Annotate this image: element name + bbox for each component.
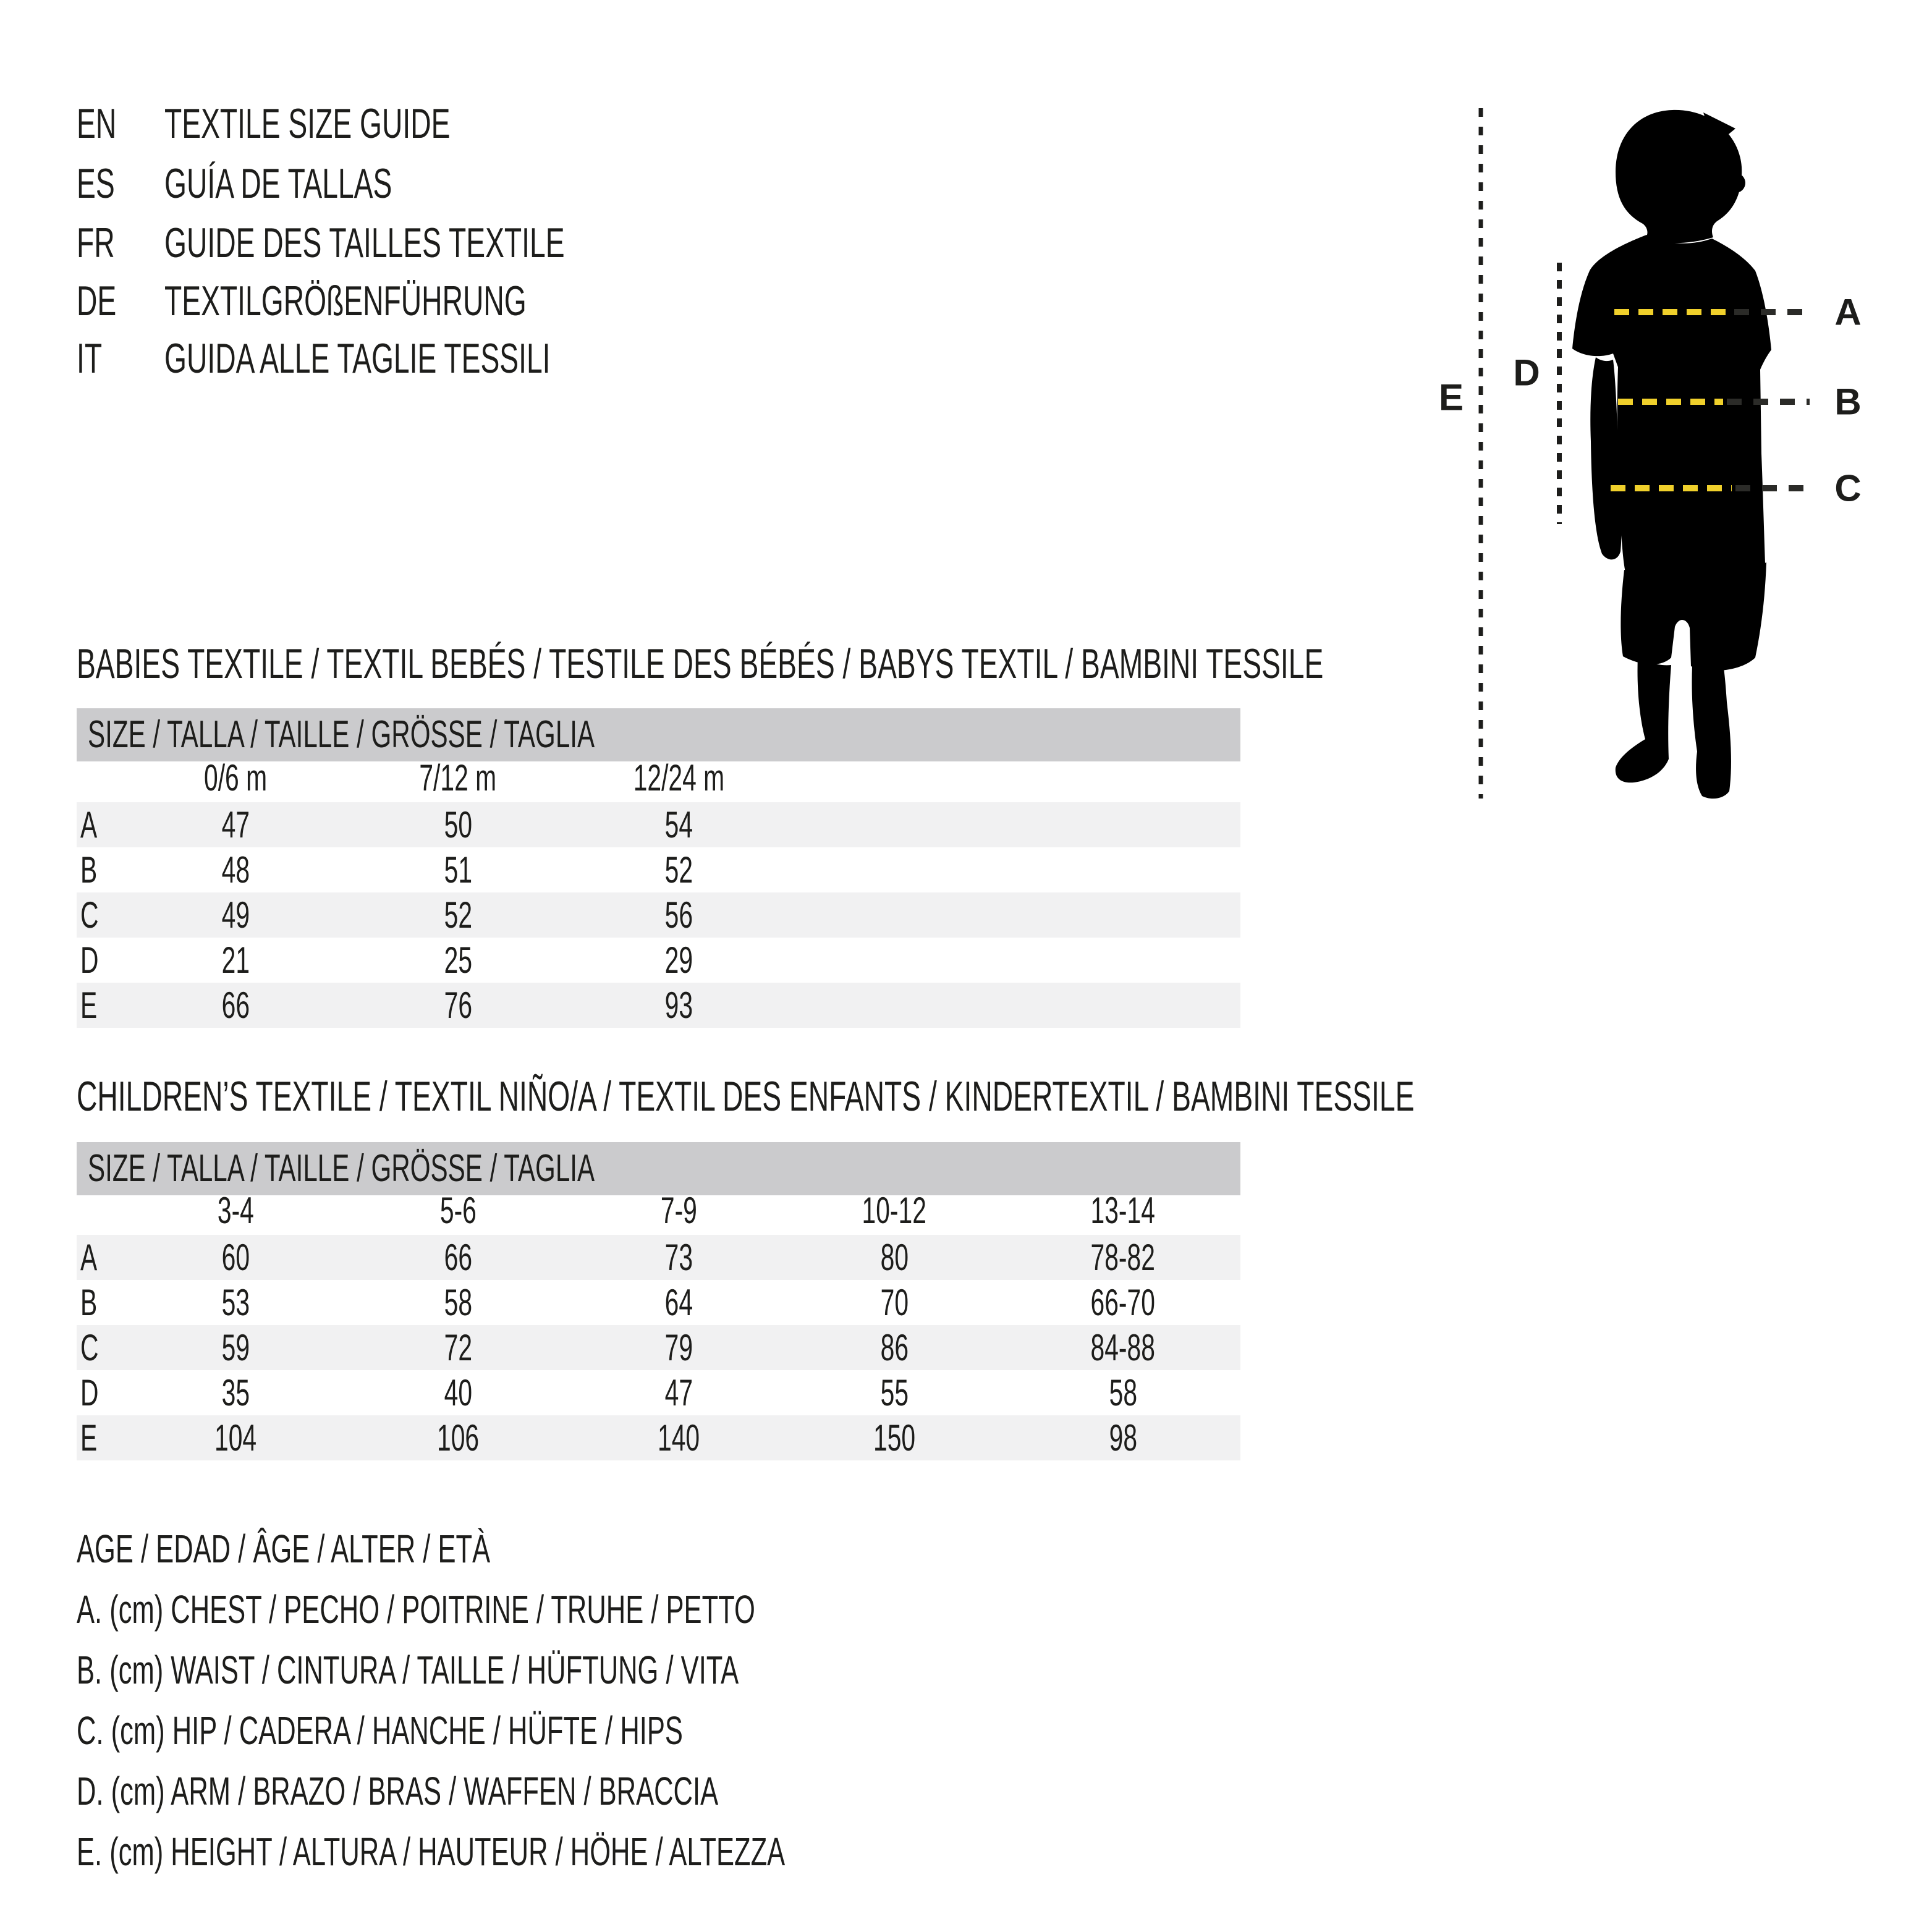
legend-arm: D. (cm) ARM / BRAZO / BRAS / WAFFEN / BRACCIA [77, 1769, 719, 1813]
legend-chest: A. (cm) CHEST / PECHO / POITRINE / TRUHE / PETTO [77, 1587, 755, 1632]
measure-label-c: C [1834, 467, 1862, 509]
column-header: 3-4 [217, 1190, 254, 1231]
legend-hip: C. (cm) HIP / CADERA / HANCHE / HÜFTE / HIPS [77, 1708, 683, 1753]
table-cell: 140 [657, 1417, 700, 1459]
table-cell: 35 [221, 1372, 250, 1413]
table-cell: 60 [221, 1237, 250, 1278]
table-cell: 54 [664, 804, 693, 845]
column-header: 10-12 [862, 1190, 927, 1231]
row-label: B [80, 1282, 98, 1323]
table-cell: 47 [221, 804, 250, 845]
table-cell: 40 [444, 1372, 472, 1413]
language-code: EN [77, 100, 117, 147]
measure-label-d: D [1513, 352, 1540, 394]
table-row [77, 1280, 1240, 1325]
table-cell: 78-82 [1090, 1237, 1156, 1278]
table-row [77, 892, 1240, 938]
legend-height: E. (cm) HEIGHT / ALTURA / HAUTEUR / HÖHE / ALTEZZA [77, 1829, 786, 1874]
table-cell: 52 [664, 849, 693, 891]
children-section-heading: CHILDREN’S TEXTILE / TEXTIL NIÑO/A / TEXTIL DES ENFANTS / KINDERTEXTIL / BAMBINI TESSILE [77, 1073, 1415, 1120]
language-title: GUIDE DES TAILLES TEXTILE [164, 219, 565, 266]
measure-label-b: B [1834, 381, 1862, 423]
children-column-headers [77, 1187, 1240, 1235]
language-code: FR [77, 219, 115, 266]
language-title: TEXTILE SIZE GUIDE [164, 100, 451, 147]
table-cell: 58 [444, 1282, 472, 1323]
column-header: 7/12 m [419, 757, 497, 799]
row-label: B [80, 849, 98, 891]
table-row [77, 1235, 1240, 1280]
child-silhouette [1572, 110, 1771, 799]
babies-size-table [77, 708, 1240, 1028]
table-cell: 48 [221, 849, 250, 891]
column-header: 5-6 [439, 1190, 477, 1231]
language-code: ES [77, 160, 115, 207]
language-title: TEXTILGRÖßENFÜHRUNG [164, 278, 527, 324]
table-cell: 93 [664, 985, 693, 1026]
measure-label-a: A [1834, 291, 1862, 333]
table-cell: 76 [444, 985, 472, 1026]
column-header: 7-9 [660, 1190, 697, 1231]
table-cell: 106 [436, 1417, 480, 1459]
language-title: GUÍA DE TALLAS [164, 160, 392, 207]
row-label: A [80, 1237, 98, 1278]
table-cell: 73 [664, 1237, 693, 1278]
column-header: 12/24 m [633, 757, 724, 799]
table-cell: 98 [1109, 1417, 1137, 1459]
babies-column-headers [77, 754, 1240, 802]
table-cell: 66 [221, 985, 250, 1026]
table-cell: 150 [873, 1417, 916, 1459]
table-row [77, 938, 1240, 983]
column-header: 0/6 m [203, 757, 268, 799]
table-cell: 70 [880, 1282, 909, 1323]
table-cell: 84-88 [1090, 1327, 1156, 1368]
table-cell: 104 [214, 1417, 257, 1459]
table-cell: 72 [444, 1327, 472, 1368]
table-cell: 56 [664, 894, 693, 936]
table-cell: 21 [221, 939, 250, 981]
row-label: D [80, 939, 99, 981]
language-code: DE [77, 278, 117, 324]
table-cell: 66 [444, 1237, 472, 1278]
table-cell: 49 [221, 894, 250, 936]
table-row [77, 1370, 1240, 1415]
babies-section-heading: BABIES TEXTILE / TEXTIL BEBÉS / TESTILE DES BÉBÉS / BABYS TEXTIL / BAMBINI TESSILE [77, 640, 1324, 687]
children-size-table [77, 1142, 1240, 1460]
table-row [77, 983, 1240, 1028]
table-cell: 59 [221, 1327, 250, 1368]
table-row [77, 1415, 1240, 1460]
measure-label-e: E [1438, 376, 1464, 418]
table-cell: 47 [664, 1372, 693, 1413]
language-title: GUIDA ALLE TAGLIE TESSILI [164, 335, 551, 382]
row-label: E [80, 985, 98, 1026]
language-code: IT [77, 335, 103, 382]
children-size-bar: SIZE / TALLA / TAILLE / GRÖSSE / TAGLIA [77, 1142, 1240, 1195]
table-cell: 25 [444, 939, 472, 981]
table-cell: 55 [880, 1372, 909, 1413]
table-cell: 29 [664, 939, 693, 981]
column-header: 13-14 [1090, 1190, 1156, 1231]
table-cell: 58 [1109, 1372, 1137, 1413]
table-cell: 80 [880, 1237, 909, 1278]
table-row [77, 802, 1240, 847]
table-cell: 64 [664, 1282, 693, 1323]
table-cell: 53 [221, 1282, 250, 1323]
table-cell: 51 [444, 849, 472, 891]
legend-waist: B. (cm) WAIST / CINTURA / TAILLE / HÜFTUNG / VITA [77, 1648, 739, 1692]
child-measurement-figure [1409, 93, 1932, 822]
babies-size-bar: SIZE / TALLA / TAILLE / GRÖSSE / TAGLIA [77, 708, 1240, 761]
row-label: C [80, 894, 99, 936]
row-label: A [80, 804, 98, 845]
table-row [77, 1325, 1240, 1370]
table-cell: 79 [664, 1327, 693, 1368]
row-label: D [80, 1372, 99, 1413]
row-label: C [80, 1327, 99, 1368]
legend-age: AGE / EDAD / ÂGE / ALTER / ETÀ [77, 1527, 491, 1571]
table-cell: 86 [880, 1327, 909, 1368]
table-cell: 52 [444, 894, 472, 936]
table-row [77, 847, 1240, 892]
table-cell: 66-70 [1090, 1282, 1156, 1323]
row-label: E [80, 1417, 98, 1459]
table-cell: 50 [444, 804, 472, 845]
